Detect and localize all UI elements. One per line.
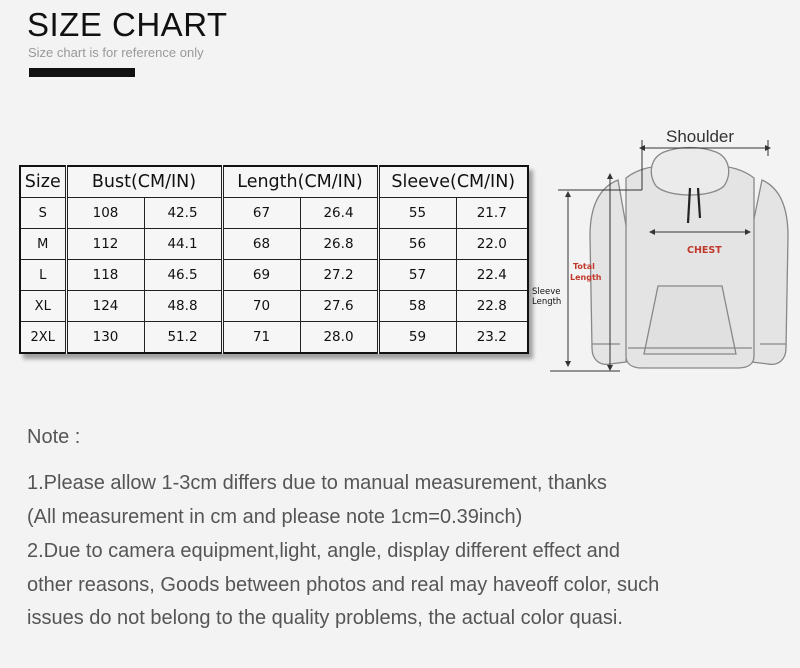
cell-bust-in: 51.2 xyxy=(144,322,222,354)
header-length: Length(CM/IN) xyxy=(222,166,378,198)
cell-sleeve-in: 23.2 xyxy=(456,322,528,354)
sleeve-length-label-2: Length xyxy=(532,297,562,307)
cell-bust-cm: 124 xyxy=(66,291,144,322)
page-subtitle: Size chart is for reference only xyxy=(28,45,204,60)
total-length-label-1: Total xyxy=(573,262,595,271)
cell-bust-cm: 108 xyxy=(66,198,144,229)
cell-length-in: 26.4 xyxy=(300,198,378,229)
cell-sleeve-cm: 57 xyxy=(378,260,456,291)
cell-size: M xyxy=(20,229,66,260)
cell-sleeve-in: 22.8 xyxy=(456,291,528,322)
note-line-2: (All measurement in cm and please note 1cm=0.39inch) xyxy=(27,506,523,528)
cell-bust-cm: 130 xyxy=(66,322,144,354)
table-row xyxy=(20,229,528,260)
table-row xyxy=(20,322,528,354)
header-sleeve: Sleeve(CM/IN) xyxy=(378,166,528,198)
cell-sleeve-cm: 56 xyxy=(378,229,456,260)
table-row xyxy=(20,260,528,291)
note-line-3: 2.Due to camera equipment,light, angle, display different effect and xyxy=(27,540,620,562)
cell-bust-in: 48.8 xyxy=(144,291,222,322)
cell-sleeve-in: 22.0 xyxy=(456,229,528,260)
hoodie-illustration xyxy=(590,148,788,369)
cell-length-in: 28.0 xyxy=(300,322,378,354)
cell-bust-in: 42.5 xyxy=(144,198,222,229)
cell-sleeve-cm: 55 xyxy=(378,198,456,229)
cell-bust-cm: 118 xyxy=(66,260,144,291)
total-length-label-2: Length xyxy=(570,273,602,282)
title-underline-bar xyxy=(29,68,135,77)
note-heading: Note : xyxy=(27,426,81,448)
chest-label: CHEST xyxy=(687,245,722,256)
cell-length-cm: 70 xyxy=(222,291,300,322)
hoodie-measurement-diagram xyxy=(532,118,795,378)
cell-sleeve-in: 22.4 xyxy=(456,260,528,291)
shoulder-label: Shoulder xyxy=(666,127,735,146)
cell-length-cm: 68 xyxy=(222,229,300,260)
table-row xyxy=(20,291,528,322)
cell-length-in: 27.6 xyxy=(300,291,378,322)
cell-bust-cm: 112 xyxy=(66,229,144,260)
cell-bust-in: 46.5 xyxy=(144,260,222,291)
cell-length-in: 26.8 xyxy=(300,229,378,260)
header-bust: Bust(CM/IN) xyxy=(66,166,222,198)
page-title: SIZE CHART xyxy=(27,6,228,43)
cell-sleeve-in: 21.7 xyxy=(456,198,528,229)
cell-length-cm: 69 xyxy=(222,260,300,291)
note-line-5: issues do not belong to the quality problems, the actual color quasi. xyxy=(27,607,623,629)
cell-bust-in: 44.1 xyxy=(144,229,222,260)
cell-size: XL xyxy=(20,291,66,322)
cell-size: L xyxy=(20,260,66,291)
cell-length-in: 27.2 xyxy=(300,260,378,291)
cell-sleeve-cm: 59 xyxy=(378,322,456,354)
sleeve-length-label-1: Sleeve xyxy=(532,287,561,297)
cell-sleeve-cm: 58 xyxy=(378,291,456,322)
size-table xyxy=(19,165,529,354)
table-row xyxy=(20,198,528,229)
note-line-1: 1.Please allow 1-3cm differs due to manual measurement, thanks xyxy=(27,472,607,494)
cell-length-cm: 67 xyxy=(222,198,300,229)
cell-size: 2XL xyxy=(20,322,66,354)
cell-length-cm: 71 xyxy=(222,322,300,354)
cell-size: S xyxy=(20,198,66,229)
header-size: Size xyxy=(20,166,66,198)
note-line-4: other reasons, Goods between photos and real may haveoff color, such xyxy=(27,574,660,596)
table-header-row xyxy=(20,166,528,198)
